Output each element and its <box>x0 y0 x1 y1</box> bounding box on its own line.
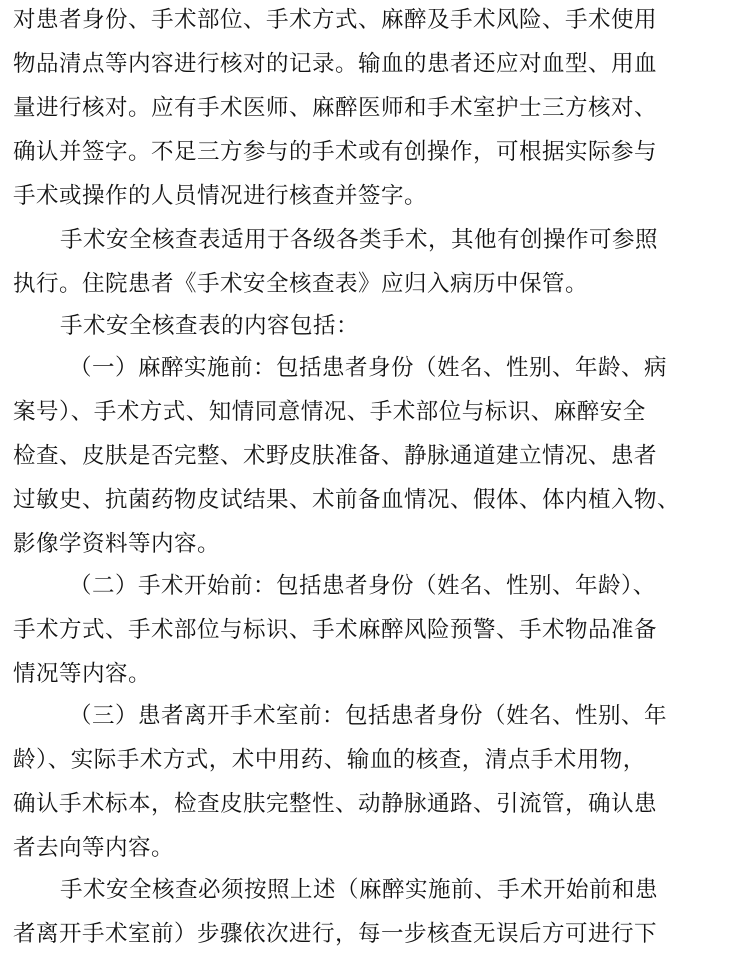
paragraph-start-line: 手术安全核查表适用于各级各类手术，其他有创操作可参照 <box>60 227 659 253</box>
text-line: 量进行核对。应有手术医师、麻醉医师和手术室护士三方核对、 <box>13 95 658 121</box>
section-heading-line: （二）手术开始前：包括患者身份（姓名、性别、年龄）、 <box>69 573 656 599</box>
text-line: 影像学资料等内容。 <box>13 531 221 557</box>
text-line: 手术或操作的人员情况进行核查并签字。 <box>13 183 428 209</box>
paragraph-start-line: 手术安全核查必须按照上述（麻醉实施前、手术开始前和患 <box>60 877 659 903</box>
section-heading-line: （三）患者离开手术室前：包括患者身份（姓名、性别、年 <box>69 703 668 729</box>
text-line: 案号）、手术方式、知情同意情况、手术部位与标识、麻醉安全 <box>13 399 646 425</box>
text-line: 确认并签字。不足三方参与的手术或有创操作，可根据实际参与 <box>13 139 658 165</box>
text-line: 过敏史、抗菌药物皮试结果、术前备血情况、假体、体内植入物、 <box>13 487 681 513</box>
text-line: 物品清点等内容进行核对的记录。输血的患者还应对血型、用血 <box>13 51 658 77</box>
text-line: 情况等内容。 <box>13 661 152 687</box>
section-heading-line: （一）麻醉实施前：包括患者身份（姓名、性别、年龄、病 <box>69 355 668 381</box>
text-line: 确认手术标本，检查皮肤完整性、动静脉通路、引流管，确认患 <box>13 791 658 817</box>
section-intro-line: 手术安全核查表的内容包括： <box>60 313 360 339</box>
text-line: 对患者身份、手术部位、手术方式、麻醉及手术风险、手术使用 <box>13 7 658 33</box>
text-line: 者去向等内容。 <box>13 835 175 861</box>
text-line: 手术方式、手术部位与标识、手术麻醉风险预警、手术物品准备 <box>13 617 658 643</box>
text-line: 执行。住院患者《手术安全核查表》应归入病历中保管。 <box>13 271 589 297</box>
text-line: 检查、皮肤是否完整、术野皮肤准备、静脉通道建立情况、患者 <box>13 443 658 469</box>
text-line: 者离开手术室前）步骤依次进行，每一步核查无误后方可进行下 <box>13 921 658 947</box>
text-line: 龄）、实际手术方式，术中用药、输血的核查，清点手术用物， <box>13 747 646 773</box>
